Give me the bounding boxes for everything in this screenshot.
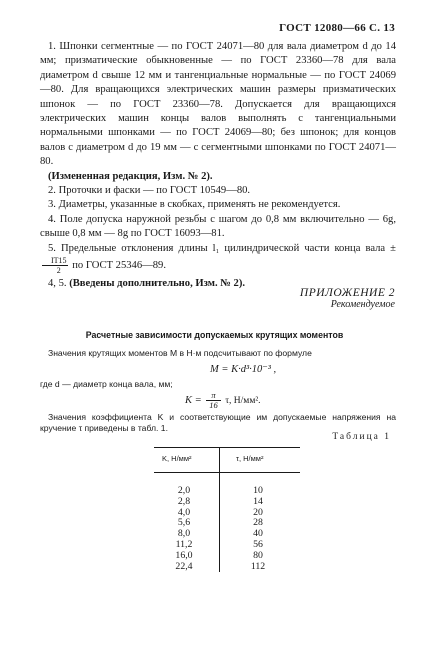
appendix-title: ПРИЛОЖЕНИЕ 2 [299,287,395,299]
table-cell-tau: 56 [253,538,263,550]
d-definition: где d — диаметр конца вала, мм; [40,379,173,389]
note-4-5-bold: (Введены дополнительно, Изм. № 2). [69,278,246,290]
note-4: 4. Поле допуска наружной резьбы с шагом до 0,8 мм включительно — 6g, свыше 0,8 мм — 8g по ГОСТ 16093—81. [40,213,396,240]
coefficient-text: Значения коэффициента K и соответствующие им допускаемые напряжения на кручение τ приведены в табл. 1. [40,412,396,433]
note-4-5-prefix: 4, 5. [48,278,67,290]
note-5 [40,242,396,275]
table-column-divider [219,447,220,572]
fraction-numerator: IT15 [42,256,68,266]
tolerance-fraction [42,256,68,275]
note-3: 3. Диаметры, указанные в скобках, применять не рекомендуется. [48,199,341,211]
note-5-text: 5. Предельные отклонения длины l₁ цилиндрической части конца вала ± [48,242,396,254]
formula-k-lhs: K = [185,394,202,406]
table-cell-tau: 14 [253,495,263,507]
table-cell-k: 8,0 [177,528,191,540]
notes-block [40,40,396,292]
table-cell-tau: 40 [253,528,263,540]
table-cell-k: 16,0 [175,549,193,561]
table-cell-tau: 28 [253,517,263,529]
table-top-rule [154,447,300,448]
section-title: Расчетные зависимости допускаемых крутящих моментов [85,330,344,340]
table-caption: Таблица 1 [332,432,391,442]
table-cell-k: 2,8 [177,495,191,507]
table-header-k: K, Н/мм² [162,454,192,463]
fraction-denominator: 2 [56,266,61,276]
table-cell-tau: 10 [253,485,263,496]
appendix-subtitle: Рекомендуемое [330,299,395,310]
table-cell-k: 4,0 [177,506,191,518]
page-header: ГОСТ 12080—66 С. 13 [279,22,395,34]
table-cell-k: 11,2 [175,538,193,550]
table-cell-k: 5,6 [177,517,191,529]
note-2: 2. Проточки и фаски — по ГОСТ 10549—80. [48,185,251,197]
formula-k-rhs: τ, Н/мм². [225,395,261,406]
formula-k-fraction [206,391,220,410]
note-1: 1. Шпонки сегментные — по ГОСТ 24071—80 для вала диаметром d до 14 мм; призматические обыкновенные — по ГОСТ 23360—78 для вала диаметром d свыше 12 мм и тангенциальные нормальные — по ГОСТ 24069—80. Для вращающихся электрических машин размеры призматических шпонок — по ГОСТ 23360—78. Допускается для вращающихся электрических машин концы валов выполнять с тангенциальными нормальными шпонками — по ГОСТ 24069—80; без шпонок; для концов валов с диаметром d до 19 мм — с сегментными шпонками по ГОСТ 24071—80. [40,41,396,168]
formula-m: M = K·d³·10⁻³ , [210,364,277,375]
table-cell-k: 22,4 [175,560,193,572]
table-cell-tau: 20 [253,506,263,518]
note-1-revision: (Измененная редакция, Изм. № 2). [48,170,213,182]
fraction-numerator: π [206,391,220,401]
table-header-tau: τ, Н/мм² [236,454,264,463]
table-cell-tau: 112 [250,560,266,572]
table-cell-tau: 80 [253,549,263,561]
fraction-denominator: 16 [209,400,218,410]
table-column-k [164,486,204,572]
table-header-rule [154,472,300,473]
table-cell-k: 2,0 [177,485,191,496]
table-column-tau [241,486,275,572]
formula-intro: Значения крутящих моментов M в Н·м подсчитывают по формуле [48,348,312,358]
note-5-text-end: по ГОСТ 25346—89. [72,260,166,272]
formula-k [185,391,261,410]
appendix-heading [300,287,395,310]
